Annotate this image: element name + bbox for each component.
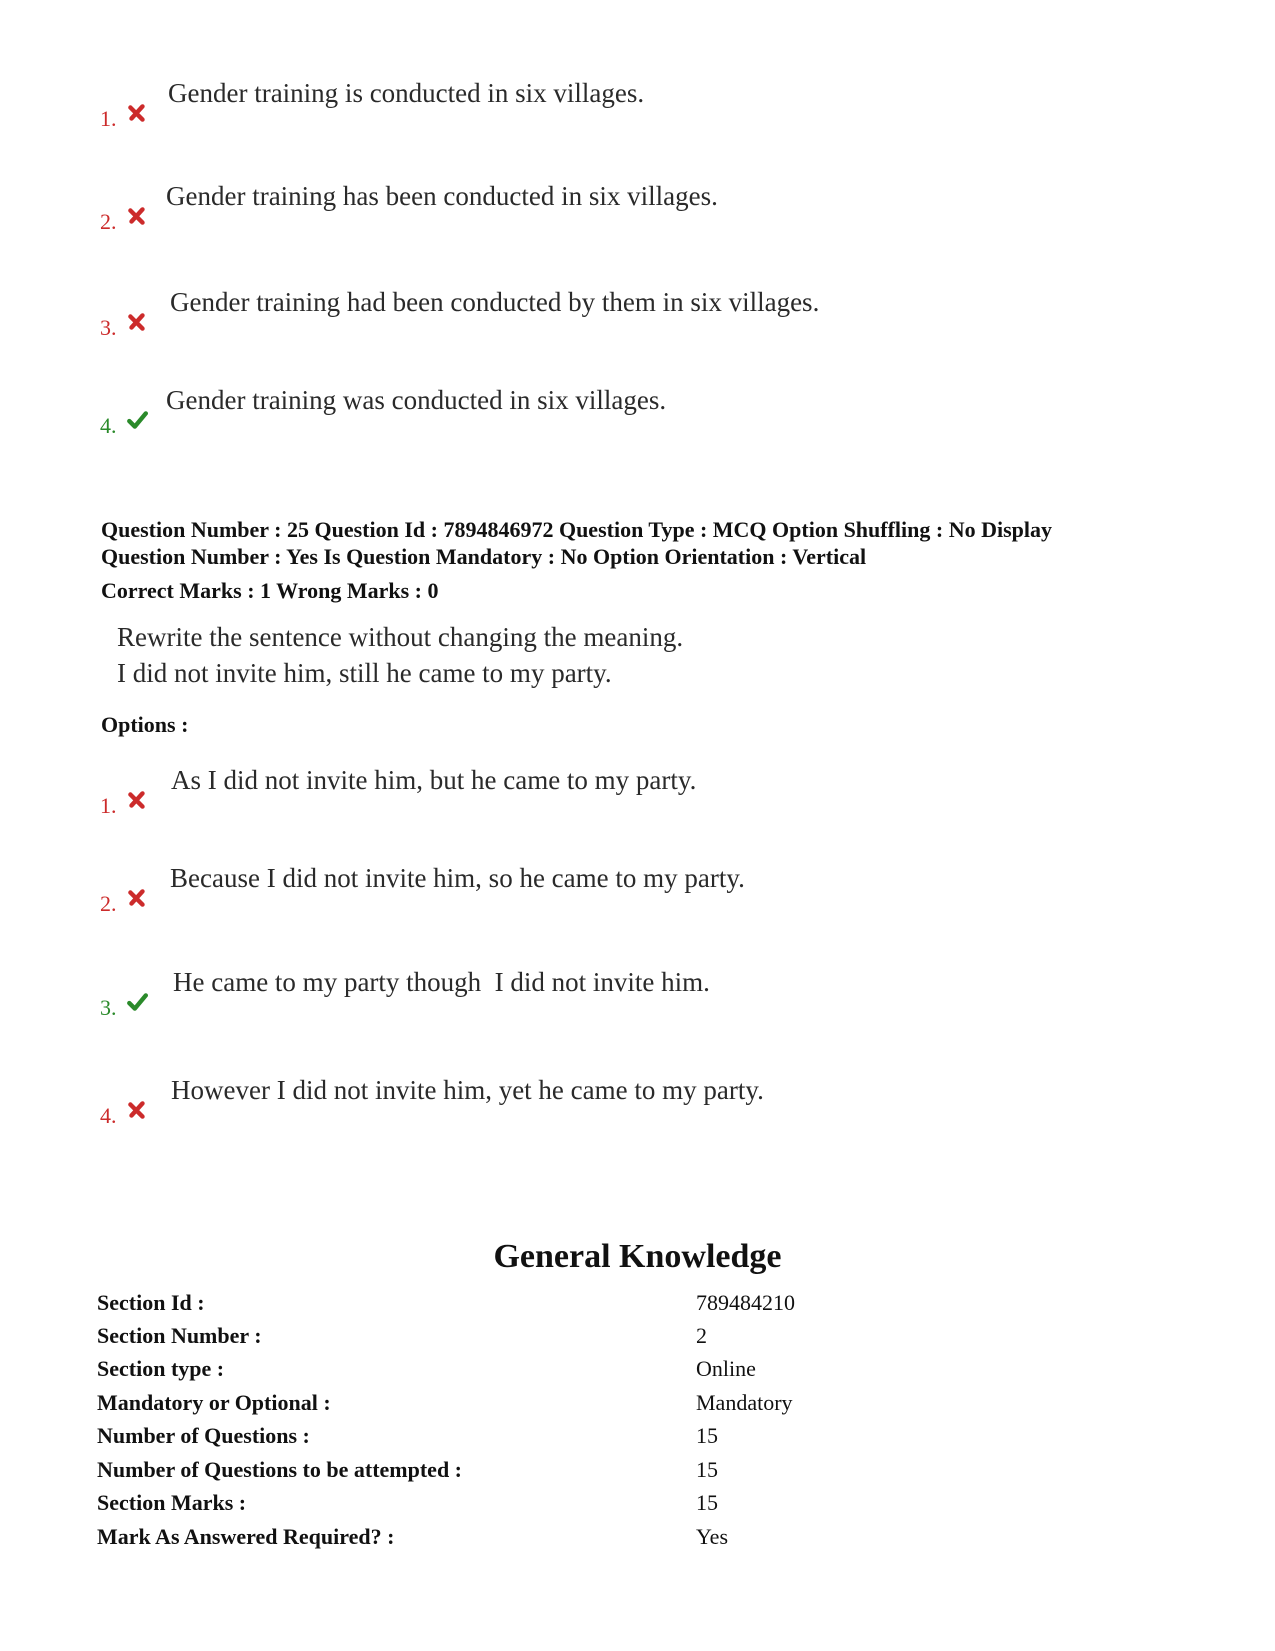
mandatory-label: Mandatory or Optional : xyxy=(97,1390,331,1415)
option-text: Because I did not invite him, so he came to my party. xyxy=(170,863,745,893)
checkmark-icon xyxy=(126,991,148,1013)
prev-option-4 xyxy=(0,385,1275,445)
option-text: Gender training had been conducted by them in six villages. xyxy=(170,287,820,317)
number-of-questions-value: 15 xyxy=(696,1423,718,1448)
section-id-label: Section Id : xyxy=(97,1290,205,1315)
mark-answered-label: Mark As Answered Required? : xyxy=(97,1524,395,1549)
option-2 xyxy=(0,863,1275,923)
cross-icon xyxy=(126,311,148,333)
prev-option-1 xyxy=(0,78,1275,138)
question-stem-line-1: Rewrite the sentence without changing the meaning. xyxy=(117,622,684,652)
mark-answered-value: Yes xyxy=(696,1524,729,1549)
mandatory-value: Mandatory xyxy=(696,1390,793,1415)
option-1 xyxy=(0,765,1275,825)
section-marks-label: Section Marks : xyxy=(97,1490,247,1515)
option-number: 3. xyxy=(100,315,117,340)
section-type-label: Section type : xyxy=(97,1356,225,1381)
option-4 xyxy=(0,1075,1275,1135)
question-stem-line-2: I did not invite him, still he came to my party. xyxy=(117,658,612,688)
cross-icon xyxy=(126,205,148,227)
option-number: 2. xyxy=(100,209,117,234)
checkmark-icon xyxy=(126,409,148,431)
section-number-value: 2 xyxy=(696,1323,707,1348)
option-text: However I did not invite him, yet he came to my party. xyxy=(171,1075,764,1105)
section-number-label: Section Number : xyxy=(97,1323,262,1348)
questions-attempted-value: 15 xyxy=(696,1457,718,1482)
cross-icon xyxy=(126,887,148,909)
option-text: Gender training was conducted in six villages. xyxy=(166,385,667,415)
options-label: Options : xyxy=(101,712,189,737)
option-number: 2. xyxy=(100,891,117,916)
option-number: 4. xyxy=(100,413,117,438)
section-title: General Knowledge xyxy=(493,1238,782,1275)
section-marks-value: 15 xyxy=(696,1490,718,1515)
prev-option-3 xyxy=(0,287,1275,347)
cross-icon xyxy=(126,789,148,811)
cross-icon xyxy=(126,102,148,124)
option-text: Gender training has been conducted in six villages. xyxy=(166,181,718,211)
option-3 xyxy=(0,967,1275,1027)
questions-attempted-label: Number of Questions to be attempted : xyxy=(97,1457,463,1482)
section-type-value: Online xyxy=(696,1356,756,1381)
section-id-value: 789484210 xyxy=(696,1290,795,1315)
marks-line: Correct Marks : 1 Wrong Marks : 0 xyxy=(101,578,439,603)
question-meta-line-1: Question Number : 25 Question Id : 7894846972 Question Type : MCQ Option Shuffling : No Display xyxy=(101,517,1053,542)
option-text: He came to my party though I did not invite him. xyxy=(173,967,710,997)
option-text: As I did not invite him, but he came to my party. xyxy=(171,765,697,795)
option-number: 1. xyxy=(100,793,117,818)
option-number: 4. xyxy=(100,1103,117,1128)
number-of-questions-label: Number of Questions : xyxy=(97,1423,310,1448)
question-meta-line-2: Question Number : Yes Is Question Mandatory : No Option Orientation : Vertical xyxy=(101,544,867,569)
option-number: 1. xyxy=(100,106,117,131)
cross-icon xyxy=(126,1099,148,1121)
prev-option-2 xyxy=(0,181,1275,241)
option-text: Gender training is conducted in six villages. xyxy=(168,78,645,108)
option-number: 3. xyxy=(100,995,117,1020)
